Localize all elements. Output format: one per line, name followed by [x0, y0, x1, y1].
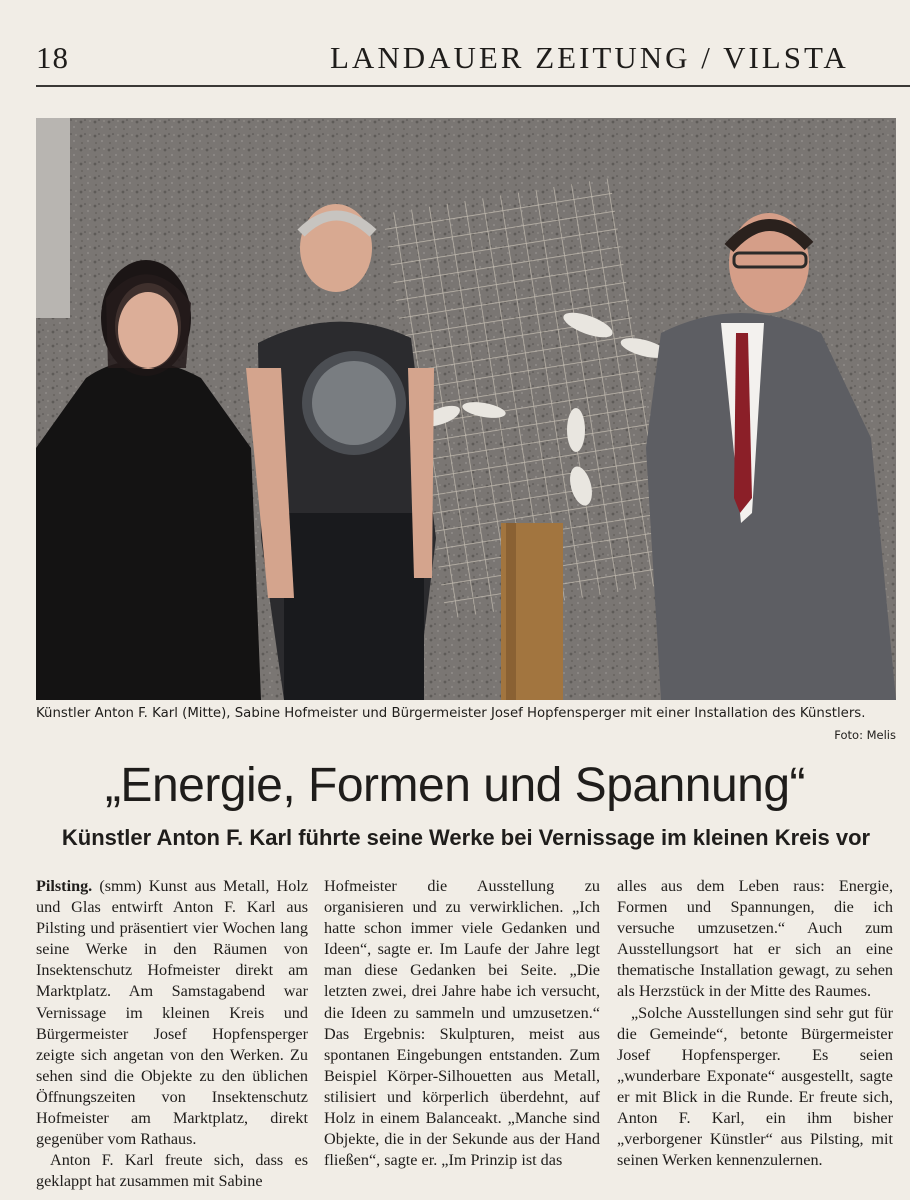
article-subheadline: Künstler Anton F. Karl führte seine Werke bei Vernissage im kleinen Kreis vor	[61, 825, 871, 850]
paragraph: Anton F. Karl freute sich, dass es geklappt hat zusammen mit Sabine	[36, 1151, 308, 1191]
page-header	[0, 0, 910, 90]
text-column-1	[36, 876, 308, 1192]
text-column-3	[617, 876, 893, 1171]
paragraph: alles aus dem Leben raus: Energie, Formen und Spannungen, die ich versuche umzusetzen.“ Auch zum Ausstellungsort hat er sich an eine thematische Installation gewagt, zu sehen als Herzstück in der Mitte des Raumes.	[617, 877, 893, 1001]
article-photo	[36, 118, 896, 700]
text-column-2	[324, 876, 600, 1171]
dateline: Pilsting.	[36, 877, 93, 895]
photo-credit: Foto: Melis	[834, 728, 896, 742]
article-headline: „Energie, Formen und Spannung“	[104, 759, 806, 812]
paragraph-text: (smm) Kunst aus Metall, Holz und Glas entwirft Anton F. Karl aus Pilsting und präsentiert vier Wochen lang seine Werke in den Räumen von Insektenschutz Hofmeister direkt am Marktplatz. Am Samstagabend war Vernissage im kleinen Kreis und Bürgermeister Josef Hopfensperger zeigte sich angetan von den Werken. Zu sehen sind die Objekte zu den üblichen Öffnungszeiten von Insektenschutz Hofmeister am Marktplatz, direkt gegenüber vom Rathaus.	[36, 877, 308, 1149]
paragraph: „Solche Ausstellungen sind sehr gut für die Gemeinde“, betonte Bürgermeister Josef Hopfensperger. Es seien „wunderbare Exponate“ ausgestellt, sagte er mit Blick in die Runde. Er freute sich, Anton F. Karl, ein ihm bisher „verborgener Künstler“ aus Pilsting, mit seinen Werken kennenzulernen.	[617, 1003, 893, 1170]
page-number: 18	[36, 40, 69, 75]
paragraph-intro	[36, 876, 308, 1150]
photo-illustration	[36, 118, 896, 700]
photo-caption: Künstler Anton F. Karl (Mitte), Sabine Hofmeister und Bürgermeister Josef Hopfensperger mit einer Installation des Künstlers.	[36, 706, 866, 721]
newspaper-name: LANDAUER ZEITUNG / VILSTA	[330, 40, 849, 75]
header-rule	[36, 85, 910, 87]
paragraph: Hofmeister die Ausstellung zu organisieren und zu verwirklichen. „Ich hatte schon immer viele Gedanken und Ideen“, sagte er. Im Laufe der Jahre legt man diese Gedanken bei Seite. „Die letzten zwei, drei Jahre habe ich versucht, die Ideen zu sammeln und umzusetzen.“ Das Ergebnis: Skulpturen, meist aus spontanen Eingebungen entstanden. Zum Beispiel Körper-Silhouetten aus Metall, stilisiert und körperlich überdehnt, auf Holz in einem Balanceakt. „Manche sind Objekte, die in der Sekunde aus der Hand fließen“, sagte er. „Im Prinzip ist das	[324, 877, 600, 1170]
